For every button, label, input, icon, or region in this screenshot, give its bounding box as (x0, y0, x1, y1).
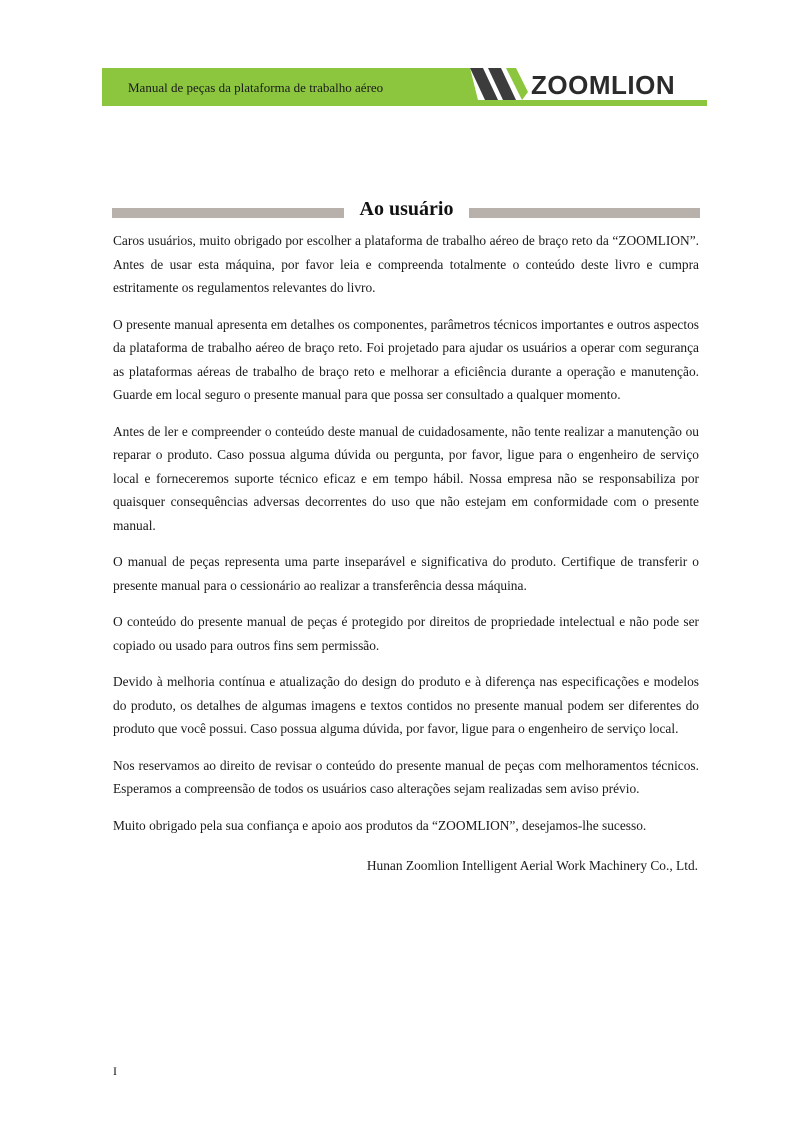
paragraph: Caros usuários, muito obrigado por escolher a plataforma de trabalho aéreo de braço reto da “ZOOMLION”. Antes de usar esta máquina, por favor leia e compreenda totalmente o conteúdo deste livro e cumpra estritamente os regulamentos relevantes do livro. (113, 233, 699, 295)
section-title: Ao usuário (359, 198, 454, 220)
logo-stripes-icon (470, 68, 530, 100)
section-heading (112, 198, 700, 226)
heading-bar-left (112, 208, 344, 218)
paragraph: Muito obrigado pela sua confiança e apoio aos produtos da “ZOOMLION”, desejamos-lhe sucesso. (113, 817, 647, 833)
header-title: Manual de peças da plataforma de trabalho aéreo (128, 80, 384, 95)
company-signature: Hunan Zoomlion Intelligent Aerial Work Machinery Co., Ltd. (366, 858, 698, 873)
paragraph: O presente manual apresenta em detalhes os componentes, parâmetros técnicos importantes e outros aspectos da plataforma de trabalho aéreo de braço reto. Foi projetado para ajudar os usuários a operar com segurança as plataformas aéreas de trabalho de braço reto e melhorar a eficiência durante a operação e manutenção. Guarde em local seguro o presente manual para que possa ser consultado a qualquer momento. (113, 316, 699, 402)
page-number: I (113, 1064, 117, 1078)
heading-bar-right (469, 208, 700, 218)
paragraph: O manual de peças representa uma parte inseparável e significativa do produto. Certifique de transferir o presente manual para o cessionário ao realizar a transferência dessa máquina. (113, 554, 699, 593)
paragraph: Antes de ler e compreender o conteúdo deste manual de cuidadosamente, não tente realizar a manutenção ou reparar o produto. Caso possua alguma dúvida ou pergunta, por favor, ligue para o engenheiro de serviço local e forneceremos suporte técnico eficaz e em tempo hábil. Nossa empresa não se responsabiliza por quaisquer consequências adversas decorrentes do uso que não estejam em conformidade com o presente manual. (113, 423, 699, 533)
body-text (113, 229, 699, 850)
zoomlion-logo: ZOOMLION (531, 70, 676, 100)
paragraph: Nos reservamos ao direito de revisar o conteúdo do presente manual de peças com melhoramentos técnicos. Esperamos a compreensão de todos os usuários caso alterações sejam realizadas sem aviso prévio. (113, 757, 699, 796)
header-band (102, 68, 707, 106)
paragraph: O conteúdo do presente manual de peças é protegido por direitos de propriedade intelectual e não pode ser copiado ou usado para outros fins sem permissão. (113, 614, 699, 653)
paragraph: Devido à melhoria contínua e atualização do design do produto e à diferença nas especificações e modelos do produto, os detalhes de algumas imagens e textos contidos no presente manual podem ser diferentes do produto que você possui. Caso possua alguma dúvida, por favor, ligue para o engenheiro de serviço local. (113, 674, 699, 736)
